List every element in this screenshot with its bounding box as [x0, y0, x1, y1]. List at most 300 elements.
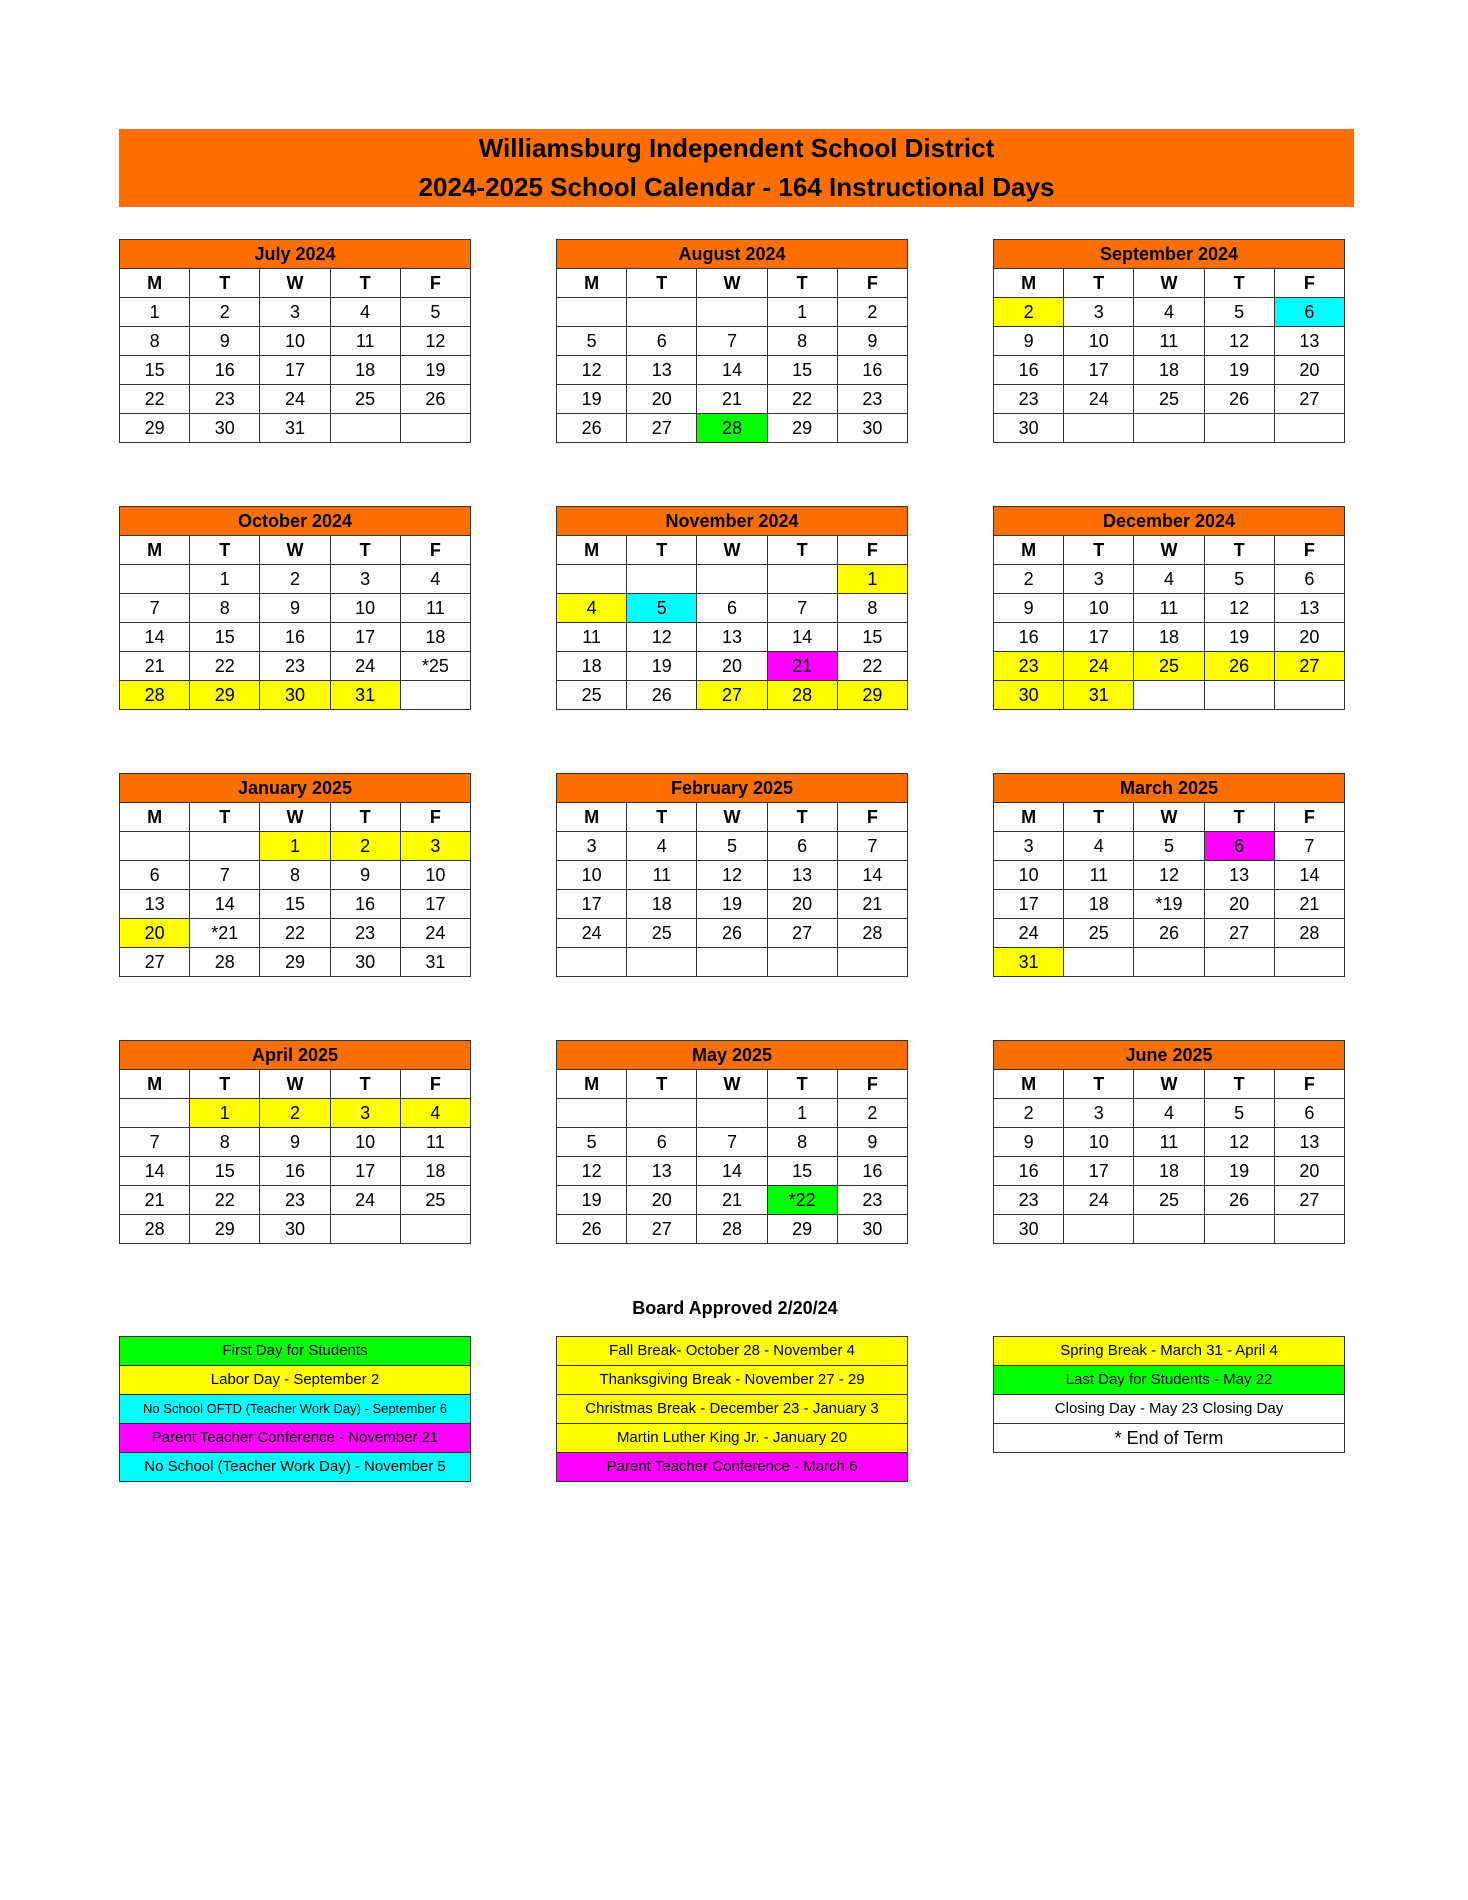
day-cell: 24	[260, 385, 330, 414]
day-cell: 16	[994, 1157, 1064, 1186]
week-row	[557, 1157, 908, 1186]
day-cell: 8	[190, 1128, 260, 1157]
day-cell: 23	[190, 385, 260, 414]
day-cell: 12	[557, 1157, 627, 1186]
day-cell: 30	[260, 1215, 330, 1244]
month-title: October 2024	[120, 507, 471, 536]
day-cell: *22	[767, 1186, 837, 1215]
weekday-header: M	[557, 269, 627, 298]
day-cell: 28	[120, 1215, 190, 1244]
day-cell: 11	[1134, 594, 1204, 623]
empty-day-cell	[1204, 414, 1274, 443]
empty-day-cell	[1134, 948, 1204, 977]
day-cell: 30	[190, 414, 260, 443]
day-cell: 10	[330, 1128, 400, 1157]
day-cell: 12	[1204, 594, 1274, 623]
day-cell: 16	[260, 1157, 330, 1186]
weekday-header: F	[837, 1070, 907, 1099]
day-cell: 5	[1134, 832, 1204, 861]
week-row	[120, 861, 471, 890]
day-cell: 26	[557, 414, 627, 443]
day-cell: 8	[260, 861, 330, 890]
day-cell: 13	[1274, 327, 1344, 356]
weekday-header: T	[627, 1070, 697, 1099]
day-cell: 4	[1134, 565, 1204, 594]
day-cell: 9	[260, 1128, 330, 1157]
weekday-header: F	[837, 803, 907, 832]
day-cell: 18	[330, 356, 400, 385]
month-calendar-january-2025	[119, 773, 471, 977]
day-cell: 21	[1274, 890, 1344, 919]
day-cell: 31	[1064, 681, 1134, 710]
day-cell: 14	[1274, 861, 1344, 890]
week-row	[120, 623, 471, 652]
week-row	[120, 948, 471, 977]
day-cell: 2	[994, 298, 1064, 327]
week-row	[994, 890, 1345, 919]
day-cell: 5	[1204, 298, 1274, 327]
day-cell: 11	[1134, 1128, 1204, 1157]
weekday-header: T	[1064, 536, 1134, 565]
day-cell: 6	[1204, 832, 1274, 861]
day-cell: 5	[557, 1128, 627, 1157]
calendar-header	[119, 129, 1354, 207]
empty-day-cell	[400, 414, 470, 443]
empty-day-cell	[1134, 414, 1204, 443]
day-cell: 18	[400, 623, 470, 652]
day-cell: 26	[557, 1215, 627, 1244]
week-row	[994, 414, 1345, 443]
day-cell: 14	[190, 890, 260, 919]
weekday-header: W	[697, 1070, 767, 1099]
empty-day-cell	[767, 565, 837, 594]
day-cell: 22	[837, 652, 907, 681]
week-row	[120, 681, 471, 710]
day-cell: 17	[260, 356, 330, 385]
day-cell: 28	[837, 919, 907, 948]
month-title: September 2024	[994, 240, 1345, 269]
day-cell: 18	[627, 890, 697, 919]
day-cell: 16	[190, 356, 260, 385]
weekday-header: T	[190, 803, 260, 832]
weekday-header: T	[330, 803, 400, 832]
day-cell: 16	[994, 356, 1064, 385]
day-cell: 12	[1134, 861, 1204, 890]
day-cell: 16	[260, 623, 330, 652]
day-cell: 8	[190, 594, 260, 623]
day-cell: 5	[400, 298, 470, 327]
empty-day-cell	[1274, 948, 1344, 977]
week-row	[557, 1215, 908, 1244]
day-cell: 7	[697, 327, 767, 356]
month-title: December 2024	[994, 507, 1345, 536]
day-cell: 30	[994, 681, 1064, 710]
day-cell: 26	[1204, 652, 1274, 681]
day-cell: 14	[120, 1157, 190, 1186]
day-cell: 9	[837, 1128, 907, 1157]
day-cell: 26	[1204, 385, 1274, 414]
weekday-header: M	[994, 803, 1064, 832]
month-calendar-july-2024	[119, 239, 471, 443]
day-cell: 12	[1204, 1128, 1274, 1157]
weekday-header: M	[994, 269, 1064, 298]
day-cell: 2	[994, 565, 1064, 594]
day-cell: 5	[1204, 1099, 1274, 1128]
day-cell: 23	[837, 1186, 907, 1215]
day-cell: 19	[557, 1186, 627, 1215]
day-cell: 10	[557, 861, 627, 890]
month-title: March 2025	[994, 774, 1345, 803]
day-cell: 27	[627, 1215, 697, 1244]
day-cell: 6	[120, 861, 190, 890]
day-cell: 4	[1134, 1099, 1204, 1128]
day-cell: 15	[190, 1157, 260, 1186]
day-cell: 9	[260, 594, 330, 623]
weekday-header: M	[120, 536, 190, 565]
month-title: May 2025	[557, 1041, 908, 1070]
week-row	[557, 652, 908, 681]
district-title: Williamsburg Independent School District	[478, 133, 995, 163]
day-cell: 11	[1134, 327, 1204, 356]
week-row	[994, 1157, 1345, 1186]
empty-day-cell	[1204, 1215, 1274, 1244]
day-cell: 14	[697, 1157, 767, 1186]
day-cell: 29	[837, 681, 907, 710]
day-cell: 1	[190, 1099, 260, 1128]
weekday-header: T	[767, 536, 837, 565]
day-cell: 19	[697, 890, 767, 919]
day-cell: 4	[330, 298, 400, 327]
day-cell: 4	[627, 832, 697, 861]
day-cell: 2	[330, 832, 400, 861]
legend-column-2	[556, 1336, 908, 1482]
day-cell: 26	[1134, 919, 1204, 948]
weekday-header: W	[260, 803, 330, 832]
day-cell: 26	[697, 919, 767, 948]
empty-day-cell	[1064, 1215, 1134, 1244]
day-cell: 21	[697, 385, 767, 414]
week-row	[994, 681, 1345, 710]
day-cell: 17	[1064, 356, 1134, 385]
empty-day-cell	[400, 681, 470, 710]
empty-day-cell	[330, 1215, 400, 1244]
day-cell: 29	[190, 1215, 260, 1244]
weekday-header: W	[1134, 536, 1204, 565]
day-cell: 15	[260, 890, 330, 919]
weekday-header: T	[767, 1070, 837, 1099]
weekday-header: T	[1204, 269, 1274, 298]
day-cell: 13	[627, 1157, 697, 1186]
week-row	[120, 594, 471, 623]
day-cell: 27	[1274, 652, 1344, 681]
empty-day-cell	[627, 1099, 697, 1128]
day-cell: 28	[190, 948, 260, 977]
legend-item: Last Day for Students - May 22	[994, 1366, 1345, 1395]
day-cell: *25	[400, 652, 470, 681]
week-row	[994, 861, 1345, 890]
day-cell: 21	[767, 652, 837, 681]
day-cell: 20	[1204, 890, 1274, 919]
day-cell: 29	[120, 414, 190, 443]
weekday-header: W	[697, 803, 767, 832]
day-cell: 13	[627, 356, 697, 385]
empty-day-cell	[697, 565, 767, 594]
week-row	[994, 948, 1345, 977]
day-cell: 7	[190, 861, 260, 890]
week-row	[994, 832, 1345, 861]
empty-day-cell	[767, 948, 837, 977]
legend-item: Closing Day - May 23 Closing Day	[994, 1395, 1345, 1424]
day-cell: 14	[837, 861, 907, 890]
day-cell: 20	[120, 919, 190, 948]
day-cell: 2	[837, 298, 907, 327]
day-cell: 3	[557, 832, 627, 861]
day-cell: 9	[994, 1128, 1064, 1157]
day-cell: 26	[627, 681, 697, 710]
weekday-header: T	[1204, 803, 1274, 832]
day-cell: 30	[837, 414, 907, 443]
day-cell: 18	[1134, 356, 1204, 385]
weekday-header: W	[697, 269, 767, 298]
weekday-header: F	[400, 1070, 470, 1099]
week-row	[557, 832, 908, 861]
day-cell: 15	[767, 356, 837, 385]
week-row	[120, 1099, 471, 1128]
day-cell: 28	[697, 1215, 767, 1244]
month-calendar-november-2024	[556, 506, 908, 710]
week-row	[120, 385, 471, 414]
day-cell: 20	[627, 385, 697, 414]
day-cell: 7	[120, 594, 190, 623]
day-cell: 5	[557, 327, 627, 356]
week-row	[557, 681, 908, 710]
day-cell: 29	[767, 414, 837, 443]
day-cell: 30	[994, 414, 1064, 443]
legend-item: Martin Luther King Jr. - January 20	[557, 1424, 908, 1453]
day-cell: 18	[1064, 890, 1134, 919]
day-cell: 25	[400, 1186, 470, 1215]
day-cell: 4	[1064, 832, 1134, 861]
day-cell: 14	[120, 623, 190, 652]
day-cell: 2	[190, 298, 260, 327]
day-cell: 10	[1064, 594, 1134, 623]
day-cell: 3	[1064, 1099, 1134, 1128]
day-cell: 24	[400, 919, 470, 948]
week-row	[557, 919, 908, 948]
day-cell: 10	[400, 861, 470, 890]
day-cell: 26	[1204, 1186, 1274, 1215]
week-row	[120, 565, 471, 594]
week-row	[557, 298, 908, 327]
day-cell: 17	[557, 890, 627, 919]
month-title: January 2025	[120, 774, 471, 803]
empty-day-cell	[190, 832, 260, 861]
empty-day-cell	[697, 1099, 767, 1128]
weekday-header: M	[557, 803, 627, 832]
weekday-header: W	[260, 269, 330, 298]
empty-day-cell	[1064, 414, 1134, 443]
day-cell: 2	[260, 1099, 330, 1128]
week-row	[120, 1128, 471, 1157]
legend-item: * End of Term	[994, 1424, 1345, 1453]
weekday-header: T	[1204, 536, 1274, 565]
day-cell: 11	[627, 861, 697, 890]
day-cell: 14	[697, 356, 767, 385]
day-cell: 10	[994, 861, 1064, 890]
empty-day-cell	[697, 298, 767, 327]
day-cell: 24	[1064, 1186, 1134, 1215]
week-row	[557, 1099, 908, 1128]
day-cell: *21	[190, 919, 260, 948]
week-row	[557, 565, 908, 594]
day-cell: 9	[994, 327, 1064, 356]
day-cell: 23	[260, 652, 330, 681]
weekday-header: W	[260, 536, 330, 565]
day-cell: 17	[330, 623, 400, 652]
day-cell: 15	[837, 623, 907, 652]
empty-day-cell	[1274, 681, 1344, 710]
day-cell: 23	[330, 919, 400, 948]
weekday-header: W	[1134, 1070, 1204, 1099]
weekday-header: M	[120, 803, 190, 832]
month-calendar-march-2025	[993, 773, 1345, 977]
day-cell: 6	[1274, 298, 1344, 327]
weekday-header: F	[1274, 536, 1344, 565]
week-row	[557, 385, 908, 414]
month-title: November 2024	[557, 507, 908, 536]
day-cell: *19	[1134, 890, 1204, 919]
day-cell: 25	[1134, 1186, 1204, 1215]
legend-column-3	[993, 1336, 1345, 1453]
weekday-header: T	[627, 803, 697, 832]
day-cell: 19	[1204, 623, 1274, 652]
empty-day-cell	[697, 948, 767, 977]
day-cell: 12	[400, 327, 470, 356]
empty-day-cell	[1064, 948, 1134, 977]
day-cell: 27	[697, 681, 767, 710]
empty-day-cell	[1134, 1215, 1204, 1244]
day-cell: 3	[400, 832, 470, 861]
legend-item: No School (Teacher Work Day) - November 5	[120, 1453, 471, 1482]
day-cell: 17	[1064, 623, 1134, 652]
day-cell: 25	[557, 681, 627, 710]
weekday-header: T	[1204, 1070, 1274, 1099]
day-cell: 9	[330, 861, 400, 890]
week-row	[994, 1128, 1345, 1157]
week-row	[120, 298, 471, 327]
weekday-header: T	[1064, 1070, 1134, 1099]
day-cell: 20	[697, 652, 767, 681]
weekday-header: T	[190, 536, 260, 565]
week-row	[120, 1215, 471, 1244]
day-cell: 17	[400, 890, 470, 919]
day-cell: 31	[994, 948, 1064, 977]
week-row	[120, 1186, 471, 1215]
day-cell: 18	[400, 1157, 470, 1186]
day-cell: 19	[557, 385, 627, 414]
day-cell: 18	[1134, 623, 1204, 652]
empty-day-cell	[557, 298, 627, 327]
empty-day-cell	[627, 565, 697, 594]
day-cell: 23	[837, 385, 907, 414]
month-title: February 2025	[557, 774, 908, 803]
month-calendar-september-2024	[993, 239, 1345, 443]
day-cell: 6	[627, 327, 697, 356]
week-row	[557, 623, 908, 652]
week-row	[557, 948, 908, 977]
week-row	[994, 356, 1345, 385]
week-row	[120, 919, 471, 948]
day-cell: 9	[837, 327, 907, 356]
legend-item: Labor Day - September 2	[120, 1366, 471, 1395]
day-cell: 13	[1274, 1128, 1344, 1157]
legend-item: Fall Break- October 28 - November 4	[557, 1337, 908, 1366]
day-cell: 18	[557, 652, 627, 681]
day-cell: 11	[400, 1128, 470, 1157]
day-cell: 30	[260, 681, 330, 710]
day-cell: 10	[260, 327, 330, 356]
legend-item: Christmas Break - December 23 - January 3	[557, 1395, 908, 1424]
day-cell: 27	[1274, 385, 1344, 414]
day-cell: 28	[767, 681, 837, 710]
day-cell: 20	[1274, 356, 1344, 385]
day-cell: 19	[1204, 356, 1274, 385]
day-cell: 25	[1134, 385, 1204, 414]
day-cell: 12	[1204, 327, 1274, 356]
day-cell: 25	[627, 919, 697, 948]
weekday-header: M	[557, 536, 627, 565]
day-cell: 8	[120, 327, 190, 356]
day-cell: 29	[767, 1215, 837, 1244]
day-cell: 20	[1274, 623, 1344, 652]
day-cell: 6	[697, 594, 767, 623]
weekday-header: F	[837, 536, 907, 565]
day-cell: 23	[994, 652, 1064, 681]
week-row	[994, 327, 1345, 356]
day-cell: 20	[627, 1186, 697, 1215]
day-cell: 31	[260, 414, 330, 443]
empty-day-cell	[330, 414, 400, 443]
week-row	[994, 652, 1345, 681]
weekday-header: F	[400, 536, 470, 565]
day-cell: 16	[994, 623, 1064, 652]
day-cell: 27	[1274, 1186, 1344, 1215]
day-cell: 14	[767, 623, 837, 652]
day-cell: 3	[1064, 298, 1134, 327]
day-cell: 27	[767, 919, 837, 948]
day-cell: 13	[767, 861, 837, 890]
week-row	[994, 919, 1345, 948]
weekday-header: M	[557, 1070, 627, 1099]
weekday-header: F	[1274, 269, 1344, 298]
weekday-header: T	[190, 1070, 260, 1099]
day-cell: 12	[557, 356, 627, 385]
day-cell: 4	[1134, 298, 1204, 327]
week-row	[120, 832, 471, 861]
day-cell: 22	[260, 919, 330, 948]
weekday-header: W	[260, 1070, 330, 1099]
day-cell: 3	[330, 1099, 400, 1128]
day-cell: 24	[1064, 652, 1134, 681]
week-row	[994, 385, 1345, 414]
month-title: July 2024	[120, 240, 471, 269]
empty-day-cell	[1134, 681, 1204, 710]
day-cell: 7	[837, 832, 907, 861]
calendar-subtitle: 2024-2025 School Calendar - 164 Instructional Days	[418, 172, 1055, 202]
week-row	[994, 1215, 1345, 1244]
day-cell: 23	[260, 1186, 330, 1215]
day-cell: 27	[120, 948, 190, 977]
